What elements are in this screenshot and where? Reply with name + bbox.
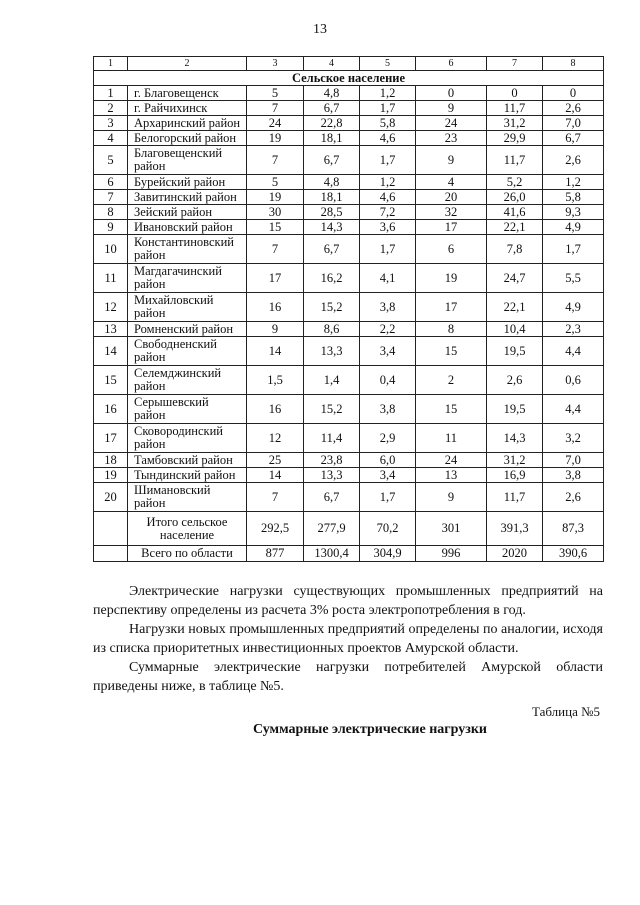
value-cell: 0 [543,86,604,101]
value-cell: 1,7 [360,146,416,175]
district-name: Сковородинский район [128,424,247,453]
value-cell: 11,7 [487,483,543,512]
value-cell: 6,7 [304,235,360,264]
total-region-row [94,546,604,562]
district-name: Ромненский район [128,322,247,337]
value-cell: 1,2 [543,175,604,190]
value-cell: 5,8 [543,190,604,205]
value-cell: 1,7 [543,235,604,264]
table-reference: Таблица №5 [531,704,600,719]
value-cell: 877 [247,546,304,562]
value-cell: 2,9 [360,424,416,453]
table-row [94,322,604,337]
value-cell: 0,4 [360,366,416,395]
value-cell: 3,2 [543,424,604,453]
row-number: 8 [94,205,128,220]
column-number: 4 [304,57,360,71]
value-cell: 12 [247,424,304,453]
total-label: Всего по области [128,546,247,562]
value-cell: 24 [416,116,487,131]
value-cell: 24 [416,453,487,468]
table-row [94,395,604,424]
total-label: Итого сельское население [128,512,247,546]
value-cell: 2,2 [360,322,416,337]
row-number: 11 [94,264,128,293]
value-cell: 7 [247,146,304,175]
column-number: 6 [416,57,487,71]
value-cell: 17 [416,220,487,235]
value-cell: 304,9 [360,546,416,562]
value-cell: 7 [247,235,304,264]
column-number-row [94,57,604,71]
value-cell: 7,0 [543,116,604,131]
value-cell: 31,2 [487,453,543,468]
value-cell: 2,6 [487,366,543,395]
district-name: Селемджинский район [128,366,247,395]
value-cell: 5,8 [360,116,416,131]
district-name: Тамбовский район [128,453,247,468]
value-cell: 6,7 [304,483,360,512]
district-name: Зейский район [128,205,247,220]
row-number [94,546,128,562]
value-cell: 13,3 [304,468,360,483]
value-cell: 41,6 [487,205,543,220]
value-cell: 1,5 [247,366,304,395]
value-cell: 1,7 [360,235,416,264]
district-name: Белогорский район [128,131,247,146]
row-number: 19 [94,468,128,483]
value-cell: 292,5 [247,512,304,546]
paragraph-industrial-new: Нагрузки новых промышленных предприятий определены по аналогии, исходя из списка приоритетных инвестиционных проектов Амурской области. [93,622,603,656]
value-cell: 0 [487,86,543,101]
value-cell: 0 [416,86,487,101]
paragraph-summary-reference: Суммарные электрические нагрузки потребителей Амурской области приведены ниже, в таблице №5. [93,660,603,694]
value-cell: 1,7 [360,483,416,512]
district-name: Шимановский район [128,483,247,512]
district-name: Благовещенский район [128,146,247,175]
value-cell: 11,7 [487,101,543,116]
column-number: 3 [247,57,304,71]
column-number: 1 [94,57,128,71]
table-row [94,190,604,205]
table-row [94,264,604,293]
value-cell: 14 [247,337,304,366]
value-cell: 4,9 [543,220,604,235]
value-cell: 4,6 [360,131,416,146]
section-title: Сельское население [94,71,604,86]
value-cell: 15 [416,395,487,424]
table-row [94,483,604,512]
value-cell: 31,2 [487,116,543,131]
value-cell: 32 [416,205,487,220]
value-cell: 9 [416,483,487,512]
row-number: 6 [94,175,128,190]
row-number: 12 [94,293,128,322]
value-cell: 15 [416,337,487,366]
value-cell: 2,6 [543,483,604,512]
table-row [94,86,604,101]
value-cell: 6,7 [304,101,360,116]
value-cell: 3,8 [360,293,416,322]
district-name: Ивановский район [128,220,247,235]
district-name: Константиновский район [128,235,247,264]
table-row [94,293,604,322]
value-cell: 4,8 [304,175,360,190]
district-name: г. Благовещенск [128,86,247,101]
value-cell: 4,6 [360,190,416,205]
value-cell: 1,4 [304,366,360,395]
value-cell: 8,6 [304,322,360,337]
row-number: 7 [94,190,128,205]
value-cell: 277,9 [304,512,360,546]
table-row [94,337,604,366]
value-cell: 3,4 [360,468,416,483]
row-number [94,512,128,546]
table-row [94,131,604,146]
value-cell: 9 [416,146,487,175]
row-number: 17 [94,424,128,453]
value-cell: 22,1 [487,220,543,235]
table-row [94,468,604,483]
value-cell: 4,9 [543,293,604,322]
value-cell: 20 [416,190,487,205]
value-cell: 996 [416,546,487,562]
loads-table [93,56,604,562]
value-cell: 0,6 [543,366,604,395]
district-name: Завитинский район [128,190,247,205]
value-cell: 28,5 [304,205,360,220]
column-number: 5 [360,57,416,71]
value-cell: 17 [416,293,487,322]
value-cell: 6,7 [304,146,360,175]
table-row [94,116,604,131]
row-number: 5 [94,146,128,175]
value-cell: 19 [247,131,304,146]
row-number: 4 [94,131,128,146]
value-cell: 18,1 [304,190,360,205]
value-cell: 19,5 [487,395,543,424]
value-cell: 1,7 [360,101,416,116]
row-number: 20 [94,483,128,512]
table-row [94,366,604,395]
table-row [94,220,604,235]
value-cell: 5 [247,86,304,101]
district-name: Тындинский район [128,468,247,483]
value-cell: 2,3 [543,322,604,337]
row-number: 1 [94,86,128,101]
district-name: Магдагачинский район [128,264,247,293]
value-cell: 1,2 [360,175,416,190]
column-number: 7 [487,57,543,71]
value-cell: 23,8 [304,453,360,468]
value-cell: 3,4 [360,337,416,366]
row-number: 13 [94,322,128,337]
row-number: 18 [94,453,128,468]
value-cell: 14,3 [487,424,543,453]
value-cell: 14,3 [304,220,360,235]
value-cell: 24 [247,116,304,131]
value-cell: 16,2 [304,264,360,293]
value-cell: 2,6 [543,146,604,175]
value-cell: 29,9 [487,131,543,146]
value-cell: 3,6 [360,220,416,235]
value-cell: 3,8 [543,468,604,483]
paragraph-industrial-existing: Электрические нагрузки существующих промышленных предприятий на перспективу определены из расчета 3% роста электропотребления в год. [93,584,603,618]
value-cell: 16 [247,395,304,424]
district-name: Свободненский район [128,337,247,366]
value-cell: 22,8 [304,116,360,131]
value-cell: 7,0 [543,453,604,468]
value-cell: 2 [416,366,487,395]
value-cell: 13 [416,468,487,483]
value-cell: 1,2 [360,86,416,101]
value-cell: 7,8 [487,235,543,264]
value-cell: 30 [247,205,304,220]
value-cell: 19,5 [487,337,543,366]
value-cell: 1300,4 [304,546,360,562]
value-cell: 15,2 [304,395,360,424]
value-cell: 9,3 [543,205,604,220]
value-cell: 301 [416,512,487,546]
value-cell: 6,0 [360,453,416,468]
value-cell: 26,0 [487,190,543,205]
value-cell: 6,7 [543,131,604,146]
row-number: 10 [94,235,128,264]
value-cell: 15 [247,220,304,235]
column-number: 2 [128,57,247,71]
value-cell: 7,2 [360,205,416,220]
value-cell: 24,7 [487,264,543,293]
value-cell: 5,5 [543,264,604,293]
value-cell: 9 [247,322,304,337]
value-cell: 15,2 [304,293,360,322]
table-row [94,235,604,264]
value-cell: 17 [247,264,304,293]
value-cell: 13,3 [304,337,360,366]
value-cell: 11 [416,424,487,453]
value-cell: 6 [416,235,487,264]
value-cell: 4 [416,175,487,190]
value-cell: 16 [247,293,304,322]
value-cell: 4,4 [543,395,604,424]
value-cell: 2,6 [543,101,604,116]
table-row [94,101,604,116]
value-cell: 22,1 [487,293,543,322]
table-row [94,175,604,190]
district-name: Бурейский район [128,175,247,190]
value-cell: 14 [247,468,304,483]
value-cell: 87,3 [543,512,604,546]
value-cell: 19 [247,190,304,205]
row-number: 14 [94,337,128,366]
table-row [94,205,604,220]
value-cell: 2020 [487,546,543,562]
value-cell: 5 [247,175,304,190]
total-rural-row [94,512,604,546]
table-row [94,146,604,175]
column-number: 8 [543,57,604,71]
value-cell: 4,8 [304,86,360,101]
value-cell: 11,4 [304,424,360,453]
value-cell: 19 [416,264,487,293]
row-number: 2 [94,101,128,116]
value-cell: 9 [416,101,487,116]
value-cell: 7 [247,101,304,116]
value-cell: 4,1 [360,264,416,293]
value-cell: 23 [416,131,487,146]
section-row [94,71,604,86]
page-number: 13 [313,22,327,37]
value-cell: 70,2 [360,512,416,546]
row-number: 16 [94,395,128,424]
value-cell: 10,4 [487,322,543,337]
value-cell: 5,2 [487,175,543,190]
value-cell: 4,4 [543,337,604,366]
value-cell: 3,8 [360,395,416,424]
value-cell: 18,1 [304,131,360,146]
row-number: 15 [94,366,128,395]
value-cell: 390,6 [543,546,604,562]
row-number: 3 [94,116,128,131]
row-number: 9 [94,220,128,235]
district-name: г. Райчихинск [128,101,247,116]
district-name: Архаринский район [128,116,247,131]
district-name: Серышевский район [128,395,247,424]
value-cell: 7 [247,483,304,512]
table-row [94,453,604,468]
district-name: Михайловский район [128,293,247,322]
value-cell: 391,3 [487,512,543,546]
next-table-title: Суммарные электрические нагрузки [252,722,487,737]
value-cell: 11,7 [487,146,543,175]
value-cell: 8 [416,322,487,337]
table-row [94,424,604,453]
value-cell: 25 [247,453,304,468]
value-cell: 16,9 [487,468,543,483]
